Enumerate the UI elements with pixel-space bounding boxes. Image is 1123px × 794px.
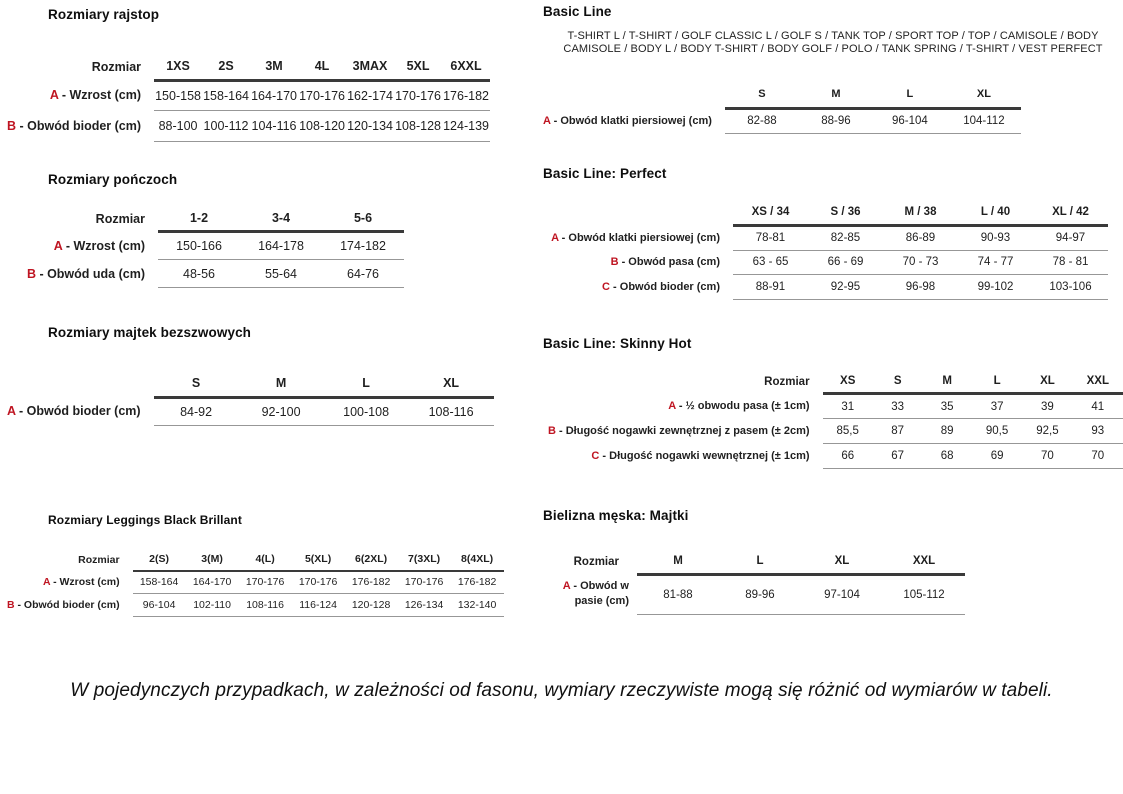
measurement-value: 150-158 [154,80,202,111]
size-column-header: M / 38 [883,201,958,226]
size-column-header: XL [947,82,1021,108]
measurement-row [7,397,494,425]
measurement-value: 82-88 [725,108,799,133]
measurement-row [548,419,1123,444]
measurement-value: 87 [873,419,923,444]
measurement-row [551,250,1108,275]
measurement-value: 103-106 [1033,275,1108,300]
table-title-majtek-bezszwowych: Rozmiary majtek bezszwowych [48,325,252,340]
size-header-row [551,201,1108,226]
measurement-value: 158-164 [133,571,186,594]
measurement-value: 31 [823,394,873,419]
size-column-header: L [873,82,947,108]
measurement-label: B - Długość nogawki zewnętrznej z pasem (± 2cm) [548,425,810,437]
measurement-value: 96-104 [873,108,947,133]
measurement-row [551,275,1108,300]
size-header-corner-label [551,201,733,226]
measurement-row [551,226,1108,251]
size-header-row [7,371,494,397]
measurement-row [548,394,1123,419]
measurement-value: 164-170 [250,80,298,111]
measurement-value: 162-174 [346,80,394,111]
size-table-basic-line-skinny-hot [548,371,1123,470]
size-column-header: S / 36 [808,201,883,226]
measurement-value: 86-89 [883,226,958,251]
size-header-row [7,54,490,80]
size-column-header: M [239,371,324,397]
measurement-value: 104-112 [947,108,1021,133]
measurement-label: C - Długość nogawki wewnętrznej (± 1cm) [591,450,810,462]
size-header-row [7,549,504,571]
measurement-letter: C [591,450,600,462]
measurement-value: 37 [972,394,1022,419]
size-column-header: 3(M) [186,549,239,571]
measurement-value: 108-128 [394,111,442,142]
measurement-value: 94-97 [1033,226,1108,251]
measurement-row [555,574,965,614]
size-column-header: M [922,371,972,394]
size-column-header: 3MAX [346,54,394,80]
measurement-value: 120-134 [346,111,394,142]
measurement-value: 96-104 [133,594,186,617]
size-column-header: 8(4XL) [451,549,504,571]
disclaimer-note: W pojedynczych przypadkach, w zależności od fasonu, wymiary rzeczywiste mogą się różnić od wymiarów w tabeli. [70,680,1053,701]
measurement-value: 170-176 [398,571,451,594]
measurement-letter: C [602,280,610,293]
size-header-row [7,206,404,232]
right-column [543,3,1123,615]
size-column-header: L [719,549,801,574]
size-table-bielizna-meska [555,549,965,615]
size-column-header: XS / 34 [733,201,808,226]
measurement-label: A - Obwód w pasie (cm) [562,579,629,607]
measurement-value: 97-104 [801,574,883,614]
measurement-value: 96-98 [883,275,958,300]
size-header-row [543,82,1021,108]
size-column-header: 4L [298,54,346,80]
measurement-letter: B [7,599,15,611]
measurement-row [7,80,490,111]
measurement-value: 170-176 [292,571,345,594]
measurement-value: 90-93 [958,226,1033,251]
measurement-value: 35 [922,394,972,419]
measurement-letter: A [551,231,559,244]
measurement-letter: B [26,266,36,281]
measurement-value: 132-140 [451,594,504,617]
size-column-header: M [799,82,873,108]
size-table-leggings [7,549,504,618]
size-column-header: S [873,371,923,394]
measurement-value: 70 [1073,444,1123,469]
measurement-row [548,444,1123,469]
measurement-letter: A [543,114,551,127]
measurement-value: 88-100 [154,111,202,142]
measurement-value: 68 [922,444,972,469]
measurement-value: 33 [873,394,923,419]
measurement-value: 170-176 [239,571,292,594]
measurement-row [7,571,504,594]
size-column-header: XXL [1073,371,1123,394]
size-column-header: XL [801,549,883,574]
size-column-header: M [637,549,719,574]
measurement-letter: A [53,238,63,253]
measurement-letter: A [7,404,16,418]
measurement-label: A - Wzrost (cm) [49,88,142,103]
measurement-value: 176-182 [345,571,398,594]
measurement-value: 64-76 [322,260,404,288]
measurement-value: 78-81 [733,226,808,251]
measurement-row [7,111,490,142]
size-column-header: 4(L) [239,549,292,571]
measurement-value: 55-64 [240,260,322,288]
measurement-letter: A [562,579,571,592]
measurement-value: 78 - 81 [1033,250,1108,275]
size-header-corner-label: Rozmiar [91,60,142,74]
measurement-value: 150-166 [158,232,240,260]
table-title-leggings: Rozmiary Leggings Black Brillant [48,512,242,527]
size-table-rajstop [7,54,490,142]
size-column-header: 2(S) [133,549,186,571]
size-column-header: 1-2 [158,206,240,232]
measurement-row [7,232,404,260]
measurement-label: A - Obwód klatki piersiowej (cm) [543,114,712,127]
table-title-bielizna-meska: Bielizna męska: Majtki [543,508,689,523]
measurement-value: 84-92 [154,397,239,425]
measurement-value: 92-100 [239,397,324,425]
measurement-letter: A [668,400,676,412]
measurement-value: 164-170 [186,571,239,594]
measurement-value: 39 [1022,394,1072,419]
measurement-row [7,594,504,617]
measurement-label: A - Wzrost (cm) [42,576,120,588]
size-column-header: 5-6 [322,206,404,232]
size-column-header: S [725,82,799,108]
measurement-value: 93 [1073,419,1123,444]
measurement-value: 66 [823,444,873,469]
table-title-basic-line: Basic Line [543,4,612,19]
measurement-value: 126-134 [398,594,451,617]
size-header-corner-label [7,371,154,397]
size-table-basic-line [543,82,1021,134]
size-header-corner-label: Rozmiar [573,555,619,568]
size-column-header: 5XL [394,54,442,80]
measurement-letter: B [7,118,17,133]
size-table-basic-line-perfect [551,201,1108,300]
measurement-value: 100-108 [324,397,409,425]
size-column-header: 2S [202,54,250,80]
measurement-value: 69 [972,444,1022,469]
measurement-value: 88-96 [799,108,873,133]
measurement-value: 105-112 [883,574,965,614]
measurement-value: 120-128 [345,594,398,617]
measurement-value: 108-116 [409,397,494,425]
size-column-header: S [154,371,239,397]
measurement-value: 116-124 [292,594,345,617]
size-column-header: 6XXL [442,54,490,80]
measurement-label: A - Obwód klatki piersiowej (cm) [551,231,720,244]
size-header-corner-label: Rozmiar [95,211,145,226]
measurement-value: 170-176 [394,80,442,111]
size-table-ponczoch [7,206,404,289]
measurement-value: 89-96 [719,574,801,614]
measurement-value: 41 [1073,394,1123,419]
size-column-header: XL / 42 [1033,201,1108,226]
size-column-header: L [324,371,409,397]
measurement-label: B - Obwód pasa (cm) [610,256,720,269]
table-title-basic-line-skinny-hot: Basic Line: Skinny Hot [543,335,692,351]
measurement-value: 164-178 [240,232,322,260]
measurement-row [543,108,1021,133]
measurement-value: 99-102 [958,275,1033,300]
size-column-header: 7(3XL) [398,549,451,571]
size-column-header: XXL [883,549,965,574]
size-column-header: XL [409,371,494,397]
size-column-header: 3-4 [240,206,322,232]
measurement-row [7,260,404,288]
size-column-header: 3M [250,54,298,80]
measurement-letter: A [42,576,51,588]
measurement-value: 102-110 [186,594,239,617]
measurement-value: 63 - 65 [733,250,808,275]
size-column-header: L / 40 [958,201,1033,226]
measurement-value: 170-176 [298,80,346,111]
measurement-value: 88-91 [733,275,808,300]
measurement-value: 108-116 [239,594,292,617]
measurement-value: 90,5 [972,419,1022,444]
table-title-basic-line-perfect: Basic Line: Perfect [543,165,667,181]
size-header-corner-label [543,82,725,108]
measurement-value: 67 [873,444,923,469]
measurement-value: 66 - 69 [808,250,883,275]
size-header-corner-label: Rozmiar [78,553,120,566]
measurement-value: 82-85 [808,226,883,251]
measurement-value: 81-88 [637,574,719,614]
measurement-value: 108-120 [298,111,346,142]
size-header-row [548,371,1123,394]
basic-line-product-list: T-SHIRT L / T-SHIRT / GOLF CLASSIC L / GOLF S / TANK TOP / SPORT TOP / TOP / CAMISOLE / BODY CAMISOLE / BODY L / BODY T-SHIRT / BODY GOLF / POLO / TANK SPRING / T-SHIRT / VEST PERFECT [563,30,1103,55]
measurement-value: 70 [1022,444,1072,469]
measurement-label: B - Obwód uda (cm) [26,266,145,281]
size-column-header: 5(XL) [292,549,345,571]
measurement-value: 70 - 73 [883,250,958,275]
measurement-value: 176-182 [442,80,490,111]
measurement-value: 48-56 [158,260,240,288]
measurement-value: 104-116 [250,111,298,142]
measurement-value: 92,5 [1022,419,1072,444]
measurement-value: 174-182 [322,232,404,260]
measurement-value: 85,5 [823,419,873,444]
measurement-label: A - Obwód bioder (cm) [7,404,141,418]
size-header-corner-label: Rozmiar [764,376,810,388]
measurement-letter: B [548,425,556,437]
measurement-letter: B [610,256,619,269]
measurement-value: 100-112 [202,111,250,142]
measurement-label: C - Obwód bioder (cm) [602,280,720,293]
measurement-label: A - Wzrost (cm) [53,238,145,253]
left-column [7,6,507,617]
measurement-label: B - Obwód bioder (cm) [7,599,120,611]
size-column-header: 1XS [154,54,202,80]
measurement-letter: A [49,88,59,103]
size-column-header: XL [1022,371,1072,394]
measurement-value: 89 [922,419,972,444]
size-column-header: L [972,371,1022,394]
measurement-label: A - ½ obwodu pasa (± 1cm) [668,400,810,412]
measurement-value: 158-164 [202,80,250,111]
measurement-label: B - Obwód bioder (cm) [7,118,142,133]
table-title-rajstop: Rozmiary rajstop [48,7,160,22]
measurement-value: 92-95 [808,275,883,300]
size-column-header: 6(2XL) [345,549,398,571]
measurement-value: 124-139 [442,111,490,142]
measurement-value: 74 - 77 [958,250,1033,275]
size-table-majtek-bezszwowych [7,371,494,426]
measurement-value: 176-182 [451,571,504,594]
size-header-row [555,549,965,574]
table-title-ponczoch: Rozmiary pończoch [48,171,178,187]
size-column-header: XS [823,371,873,394]
